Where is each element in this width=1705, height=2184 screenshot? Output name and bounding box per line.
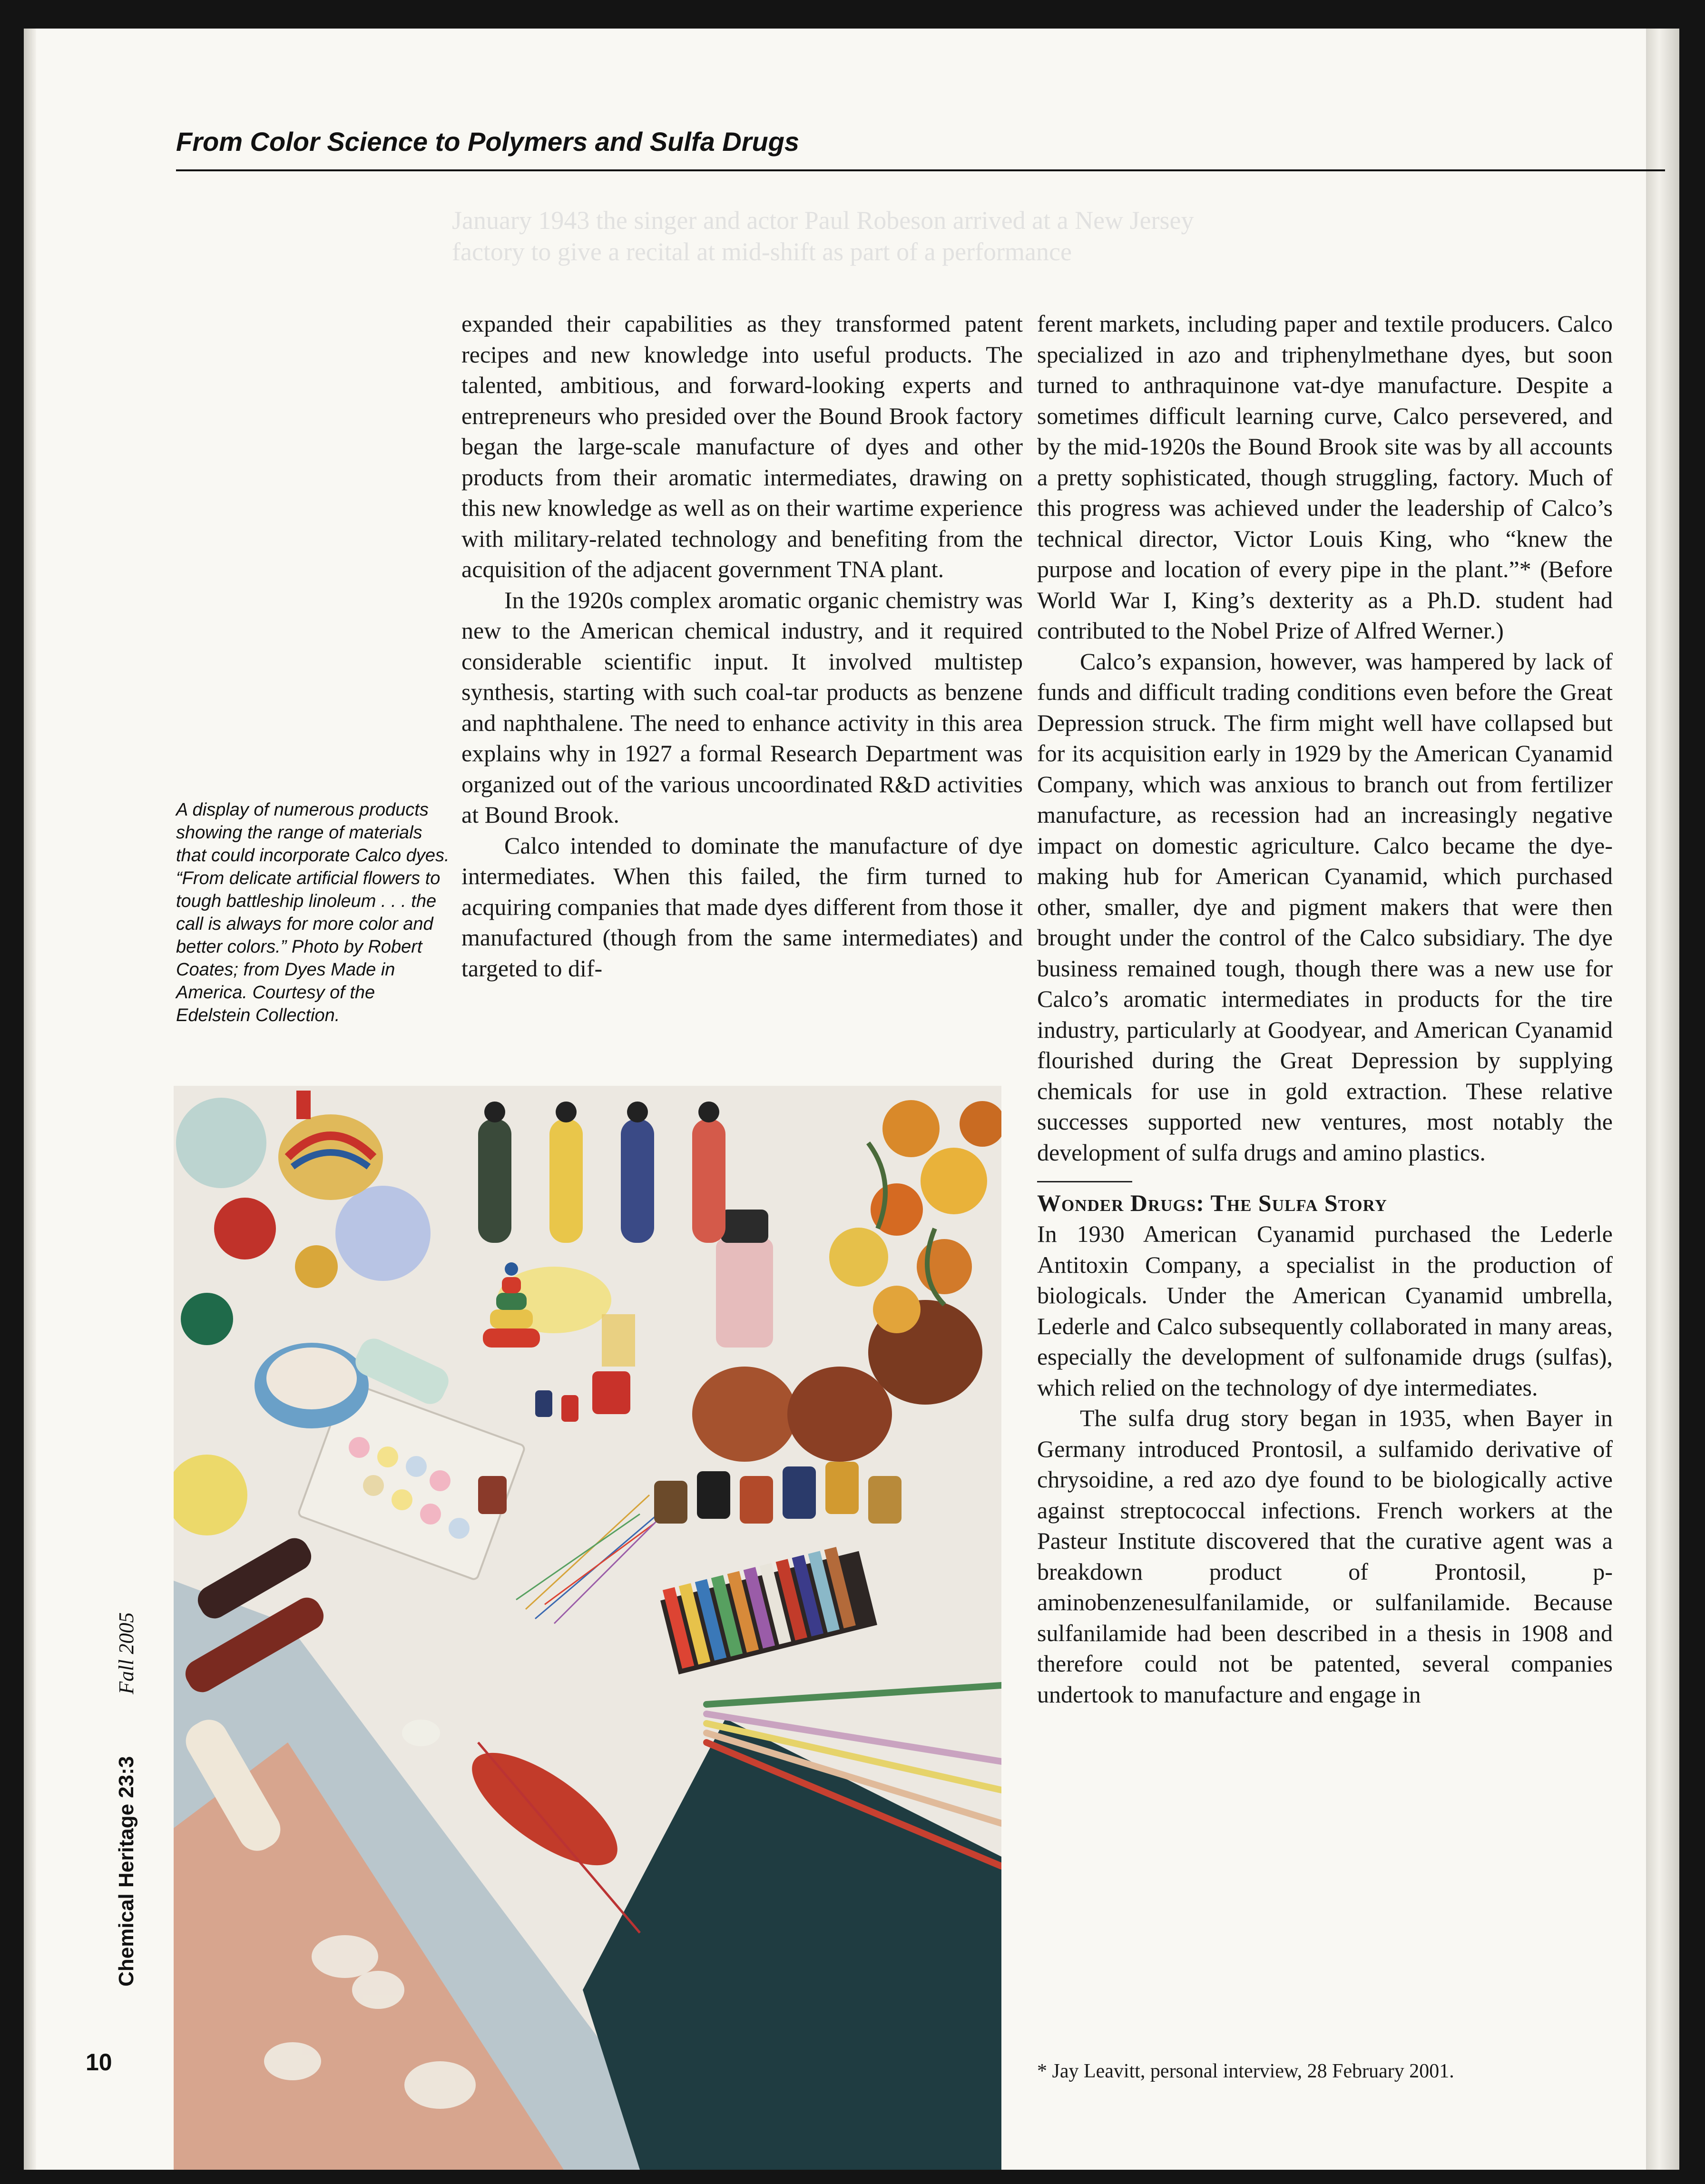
text-column-1 <box>461 308 1023 984</box>
paragraph: In the 1920s complex aromatic organic chemistry was new to the American chemical industry, and it required considerable scientific input. It involved multistep synthesis, starting with such coal-tar products as benzene and naphthalene. The need to enhance activity in this area explains why in 1927 a formal Research Department was organized out of the various uncoordinated R&D activities at Bound Brook. <box>461 586 1023 828</box>
issue-season: Fall 2005 <box>115 1612 138 1694</box>
paragraph: ferent markets, including paper and textile producers. Calco specialized in azo and triphenylmethane dyes, but soon turned to anthraquinone vat-dye manufacture. Despite a sometimes difficult learning curve, Calco persevered, and by the mid-1920s the Bound Brook site was by all accounts a pretty sophisticated, though struggling, factory. Much of this progress was achieved under the leadership of Calco’s technical director, Victor Louis King, who “knew the purpose and location of every pipe in the plant.”* (Before World War I, King’s dexterity as a Ph.D. student had contributed to the Nobel Prize of Alfred Werner.) <box>1037 310 1613 644</box>
page-edge-right <box>1646 29 1679 2170</box>
footnote: * Jay Leavitt, personal interview, 28 February 2001. <box>1037 2060 1454 2082</box>
sidebar-folio <box>114 1612 138 1987</box>
bleed-through-text: January 1943 the singer and actor Paul Robeson arrived at a New Jersey factory to give a recital at mid-shift as part of a performance <box>452 206 1194 266</box>
paragraph: Calco intended to dominate the manufacture of dye intermediates. When this failed, the firm turned to acquiring companies that made dyes different from those it manufactured (though from the same intermediates) and targeted to dif- <box>461 832 1023 982</box>
section-rule <box>1037 1181 1132 1182</box>
products-photo-illustration <box>174 1086 1001 2170</box>
header-rule <box>176 169 1665 171</box>
paragraph: expanded their capabilities as they transformed patent recipes and new knowledge into useful products. The talented, ambitious, and forward-looking experts and entrepreneurs who presided over the Bound Brook factory began the large-scale manufacture of dyes and other products from their aromatic intermediates, drawing on this new knowledge as well as on their wartime experience with military-related technology and benefiting from the acquisition of the adjacent government TNA plant. <box>461 310 1023 582</box>
text-column-2 <box>1037 308 1613 1710</box>
paragraph: In 1930 American Cyanamid purchased the Lederle Antitoxin Company, a specialist in the production of biologicals. Under the American Cyanamid umbrella, Lederle and Calco subsequently collaborated in many areas, especially the development of sulfonamide drugs (sulfas), which relied on the technology of dye intermediates. <box>1037 1220 1613 1401</box>
products-photo <box>174 1086 1001 2170</box>
section-heading: Wonder Drugs: The Sulfa Story <box>1037 1190 1387 1216</box>
page-number: 10 <box>86 2049 112 2076</box>
running-header-title: From Color Science to Polymers and Sulfa Drugs <box>176 127 800 157</box>
photo-caption: A display of numerous products showing the range of materials that could incorporate Calco dyes. “From delicate artificial flowers to tough battleship linoleum . . . the call is always for more color and better colors.” Photo by Robert Coates; from Dyes Made in America. Courtesy of the Edelstein Collection. <box>176 800 450 1025</box>
paragraph: Calco’s expansion, however, was hampered by lack of funds and difficult trading conditions even before the Great Depression struck. The firm might well have collapsed but for its acquisition early in 1929 by the American Cyanamid Company, which was anxious to branch out from fertilizer manufacture, as recession had an increasingly negative impact on domestic agriculture. Calco became the dye-making hub for American Cyanamid, which purchased other, smaller, dye and pigment makers that were then brought under the control of the Calco subsidiary. The dye business remained tough, though there was a new use for Calco’s aromatic intermediates in products for the tire industry, particularly at Goodyear, and American Cyanamid flourished during the Great Depression by supplying chemicals for use in gold extraction. These relative successes supported new ventures, most notably the development of sulfa drugs and amino plastics. <box>1037 648 1613 1166</box>
magazine-title: Chemical Heritage 23:3 <box>115 1756 138 1987</box>
magazine-page <box>24 29 1679 2170</box>
paragraph: The sulfa drug story began in 1935, when Bayer in Germany introduced Prontosil, a sulfamido derivative of chrysoidine, a red azo dye found to be biologically active against streptococcal infections. French workers at the Pasteur Institute discovered that the curative agent was a breakdown product of Prontosil, p-aminobenzenesulfanilamide, or sulfanilamide. Because sulfanilamide had been described in a thesis in 1908 and therefore could not be patented, several companies undertook to manufacture and engage in <box>1037 1405 1613 1708</box>
page-edge-left <box>24 29 36 2170</box>
